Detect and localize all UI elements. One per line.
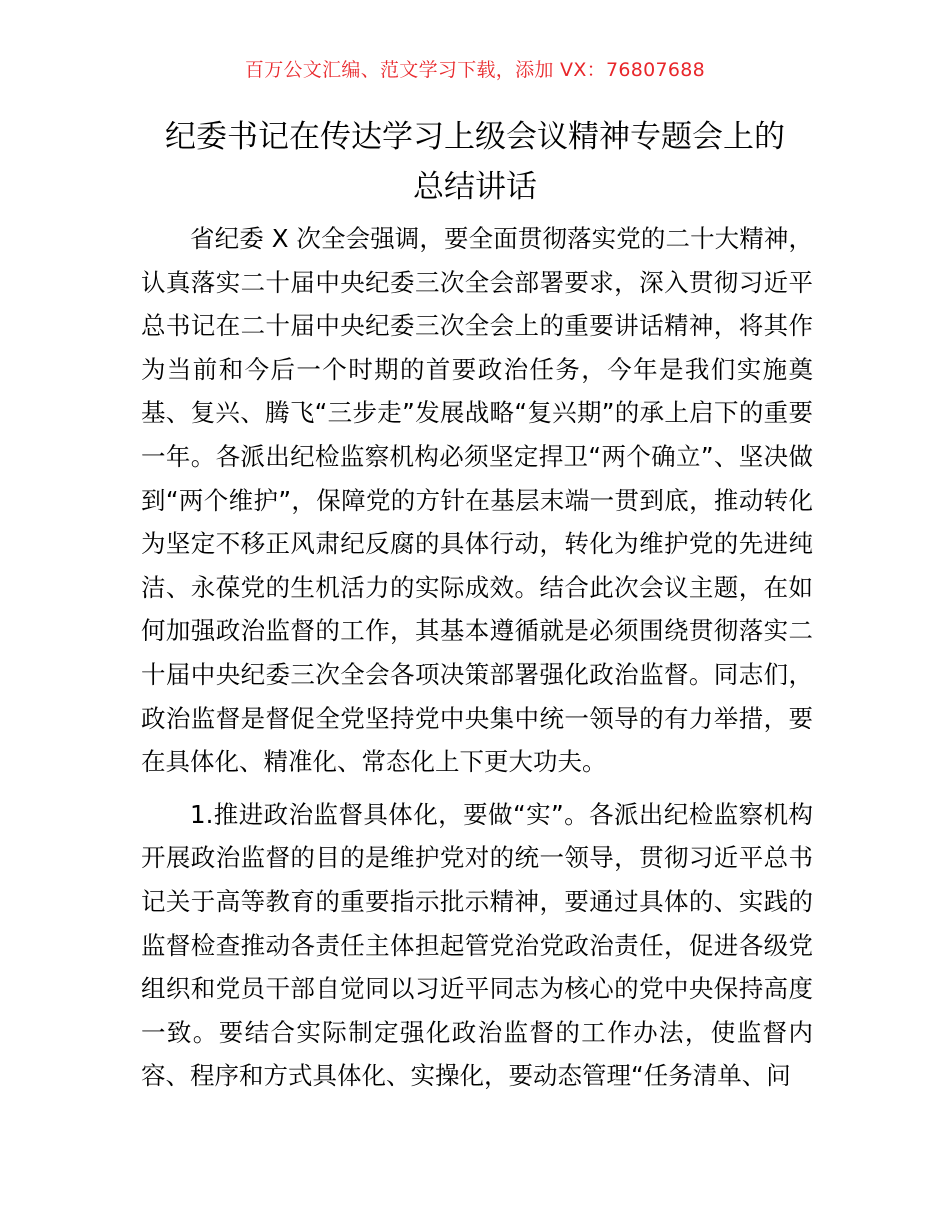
body-paragraph-intro: 省纪委 X 次全会强调，要全面贯彻落实党的二十大精神，认真落实二十届中央纪委三次全会部署要求，深入贯彻习近平总书记在二十届中央纪委三次全会上的重要讲话精神，将其作为当前和今后一个时期的首要政治任务，今年是我们实施奠基、复兴、腾飞“三步走”发展战略“复兴期”的承上启下的重要一年。各派出纪检监察机构必须坚定捍卫“两个确立”、坚决做到“两个维护”，保障党的方针在基层末端一贯到底，推动转化为坚定不移正风肃纪反腐的具体行动，转化为维护党的先进纯洁、永葆党的生机活力的实际成效。结合此次会议主题，在如何加强政治监督的工作，其基本遵循就是必须围绕贯彻落实二十届中央纪委三次全会各项决策部署强化政治监督。同志们，政治监督是督促全党坚持党中央集中统一领导的有力举措，要在具体化、精准化、常态化上下更大功夫。 [141, 224, 813, 777]
document-title-line-1: 纪委书记在传达学习上级会议精神专题会上的 [165, 119, 785, 155]
document-title [120, 112, 830, 212]
document-title-line-2: 总结讲话 [413, 169, 537, 205]
body-paragraph-section-1: 1.推进政治监督具体化，要做“实”。各派出纪检监察机构开展政治监督的目的是维护党对的统一领导，贯彻习近平总书记关于高等教育的重要指示批示精神，要通过具体的、实践的监督检查推动各责任主体担起管党治党政治责任，促进各级党组织和党员干部自觉同以习近平同志为核心的党中央保持高度一致。要结合实际制定强化政治监督的工作办法，使监督内容、程序和方式具体化、实操化，要动态管理“任务清单、问 [141, 799, 813, 1091]
header-banner: 百万公文汇编、范文学习下载，添加 VX：76807688 [244, 59, 706, 81]
document-body [141, 217, 813, 1098]
